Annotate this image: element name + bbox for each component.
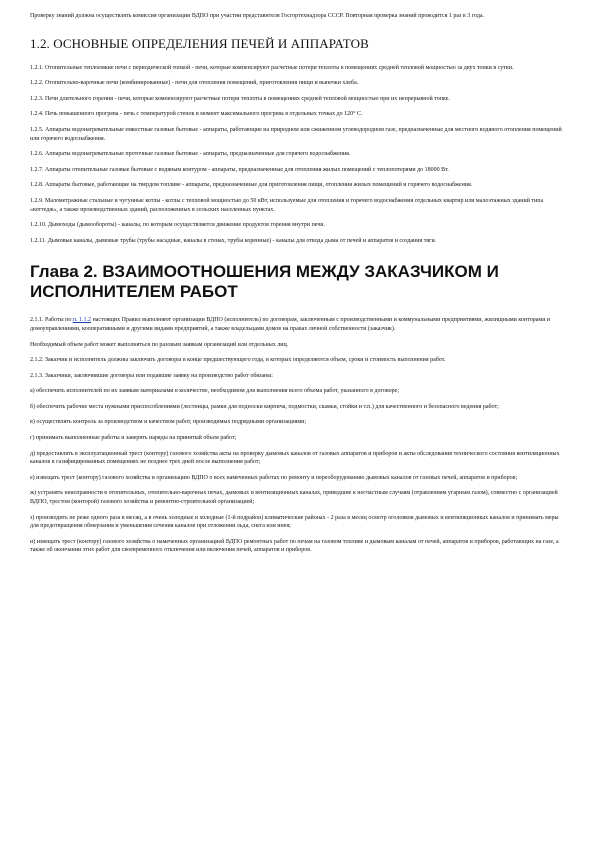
definition-item: 1.2.7. Аппараты отопительные газовые бытовые с водяным контуром - аппараты, предназначенные для отопления жилых помещений с теплопотерями до 18000 Вт. <box>30 166 449 173</box>
definition-item: 1.2.2. Отопительно-варочные печи (комбинированные) - печи для отопления помещений, приготовления пищи и выпечки хлеба. <box>30 80 359 87</box>
body-paragraph: в) осуществлять контроль за производством и качеством работ, производимых подрядными организациями; <box>30 419 307 426</box>
paragraph-text: настоящих Правил выполняют организации ВДПО (исполнитель) по договорам, заключенным с производственными и коммунальными предприятиями, жилищными конторами и домоуправлениями, кооперативными и другими видами предприятий, а также владельцами домов на правах личной собственности (заказчик). <box>30 317 551 332</box>
chapter-body <box>30 316 565 555</box>
definition-item: 1.2.8. Аппараты бытовые, работающие на твердом топливе - аппараты, предназначенные для приготовления пищи, отопления жилых помещений и горячего водоснабжения. <box>30 182 473 189</box>
body-paragraph: г) принимать выполненные работы и заверять наряды на принятый объем работ; <box>30 435 237 442</box>
intro-paragraph: Проверку знаний должна осуществлять комиссия организации ВДПО при участии представителя Госгортехнадзора СССР. Повторная проверка знаний проводится 1 раз в 3 года. <box>30 13 485 19</box>
body-paragraph: 2.1.2. Заказчик и исполнитель должны заключать договоры в конце предшествующего года, в которых определяются объем, сроки и стоимость выполнения работ. <box>30 357 446 364</box>
definition-item: 1.2.9. Малометражные стальные и чугунные котлы - котлы с тепловой мощностью до 50 кВт, используемые для отопления и горячего водоснабжения отдельных квартир или малоэтажных зданий типа «коттедж», а также производственных зданий, расположенных в сельских населенных пунктах. <box>30 197 544 213</box>
body-paragraph: ж) устранять неисправности в отопительных, отопительно-варочных печах, дымовых и вентиляционных каналах, приведшие к несчастным случаям (отравлениям угарным газом), совместно с организацией ВДПО, трестом (конторой) газового хозяйства и ремонтно-строительной организацией; <box>30 490 558 506</box>
reference-link[interactable]: п. 1.1.2 <box>72 317 92 324</box>
definition-item: 1.2.10. Дымоходы (дымообороты) - каналы, по которым осуществляется движение продуктов горения внутри печи. <box>30 222 326 229</box>
body-paragraph: д) предоставлять в эксплуатационный трест (контору) газового хозяйства акты на проверку дымовых каналов от газовых аппаратов и приборов и акты обследования технического состояния вентиляционных каналов в газифицированных помещениях не позднее трех дней после выполнения работ; <box>30 450 560 466</box>
definition-item: 1.2.3. Печи длительного горения - печи, которые компенсируют расчетные потери теплоты в помещениях средней тепловой мощностью при их непрерывной топке. <box>30 95 450 102</box>
body-paragraph: Необходимый объем работ может выполняться по разовым заявкам организаций или отдельных лиц. <box>30 341 289 348</box>
chapter-heading: Глава 2. ВЗАИМООТНОШЕНИЯ МЕЖДУ ЗАКАЗЧИКОМ И ИСПОЛНИТЕЛЕМ РАБОТ <box>30 262 499 302</box>
body-paragraph: и) извещать трест (контору) газового хозяйства о намеченных организацией ВДПО ремонтных работ по печам на газовом топливе и дымовым каналам от печей, аппаратов и приборов, работающих на газе, а также об окончании этих работ для своевременного отключения или включения печей, аппаратов и приборов. <box>30 538 559 554</box>
body-paragraph: б) обеспечить рабочие места нужными приспособлениями (лестницы, рамки для подноски кирпича, подмостки, скамьи, стойки и т.п.) для качественного и безопасного ведения работ; <box>30 403 499 410</box>
definitions-list <box>30 64 565 246</box>
body-paragraph: е) извещать трест (контору) газового хозяйства и организацию ВДПО о всех намеченных работах по ремонту и переоборудованию дымовых каналов от газовых печей, аппаратов и приборов; <box>30 474 518 481</box>
body-paragraph: з) производить не реже одного раза в месяц, а в очень холодные и холодные (1-й подрайон) климатические районах - 2 раза в месяц осмотр оголовков дымовых и вентиляционных каналов и принимать меры для предотвращения обмерзания и уменьшения сечения каналов при отложении льда, снега или инея; <box>30 514 559 530</box>
section-heading: 1.2. ОСНОВНЫЕ ОПРЕДЕЛЕНИЯ ПЕЧЕЙ И АППАРАТОВ <box>30 35 369 51</box>
paragraph-2-1-1 <box>30 316 565 333</box>
definition-item: 1.2.6. Аппараты водонагревательные проточные газовые бытовые - аппараты, предназначенные для горячего водоснабжения. <box>30 151 351 158</box>
paragraph-text: 2.1.1. Работы по <box>30 317 73 324</box>
body-paragraph: 2.1.3. Заказчики, заключившие договоры или подавшие заявку на производство работ обязаны: <box>30 372 273 379</box>
definition-item: 1.2.4. Печь повышенного прогрева - печь с температурой стенок в момент максимального прогрева в отдельных точках до 120° С. <box>30 111 363 118</box>
body-paragraph: а) обеспечить исполнителей по их заявкам материалами в количестве, необходимом для выполнения всего объема работ, указанного в договоре; <box>30 388 399 395</box>
definition-item: 1.2.5. Аппараты водонагревательные емкостные газовые бытовые - аппараты, работающие на природном или сжиженном углеводородном газе, предназначенные для местного водяного отопления помещений или горячего водоснабжения. <box>30 126 562 142</box>
definition-item: 1.2.11. Дымовые каналы, дымовые трубы (трубы насадные, каналы в стенах, трубы коренные) - каналы для отвода дыма от печей и аппаратов и создания тяги. <box>30 237 437 244</box>
definition-item: 1.2.1. Отопительные теплоемкие печи с периодической топкой - печи, которые компенсируют расчетные потери теплоты в помещениях средней тепловой мощностью за двух топки в сутки. <box>30 64 514 71</box>
